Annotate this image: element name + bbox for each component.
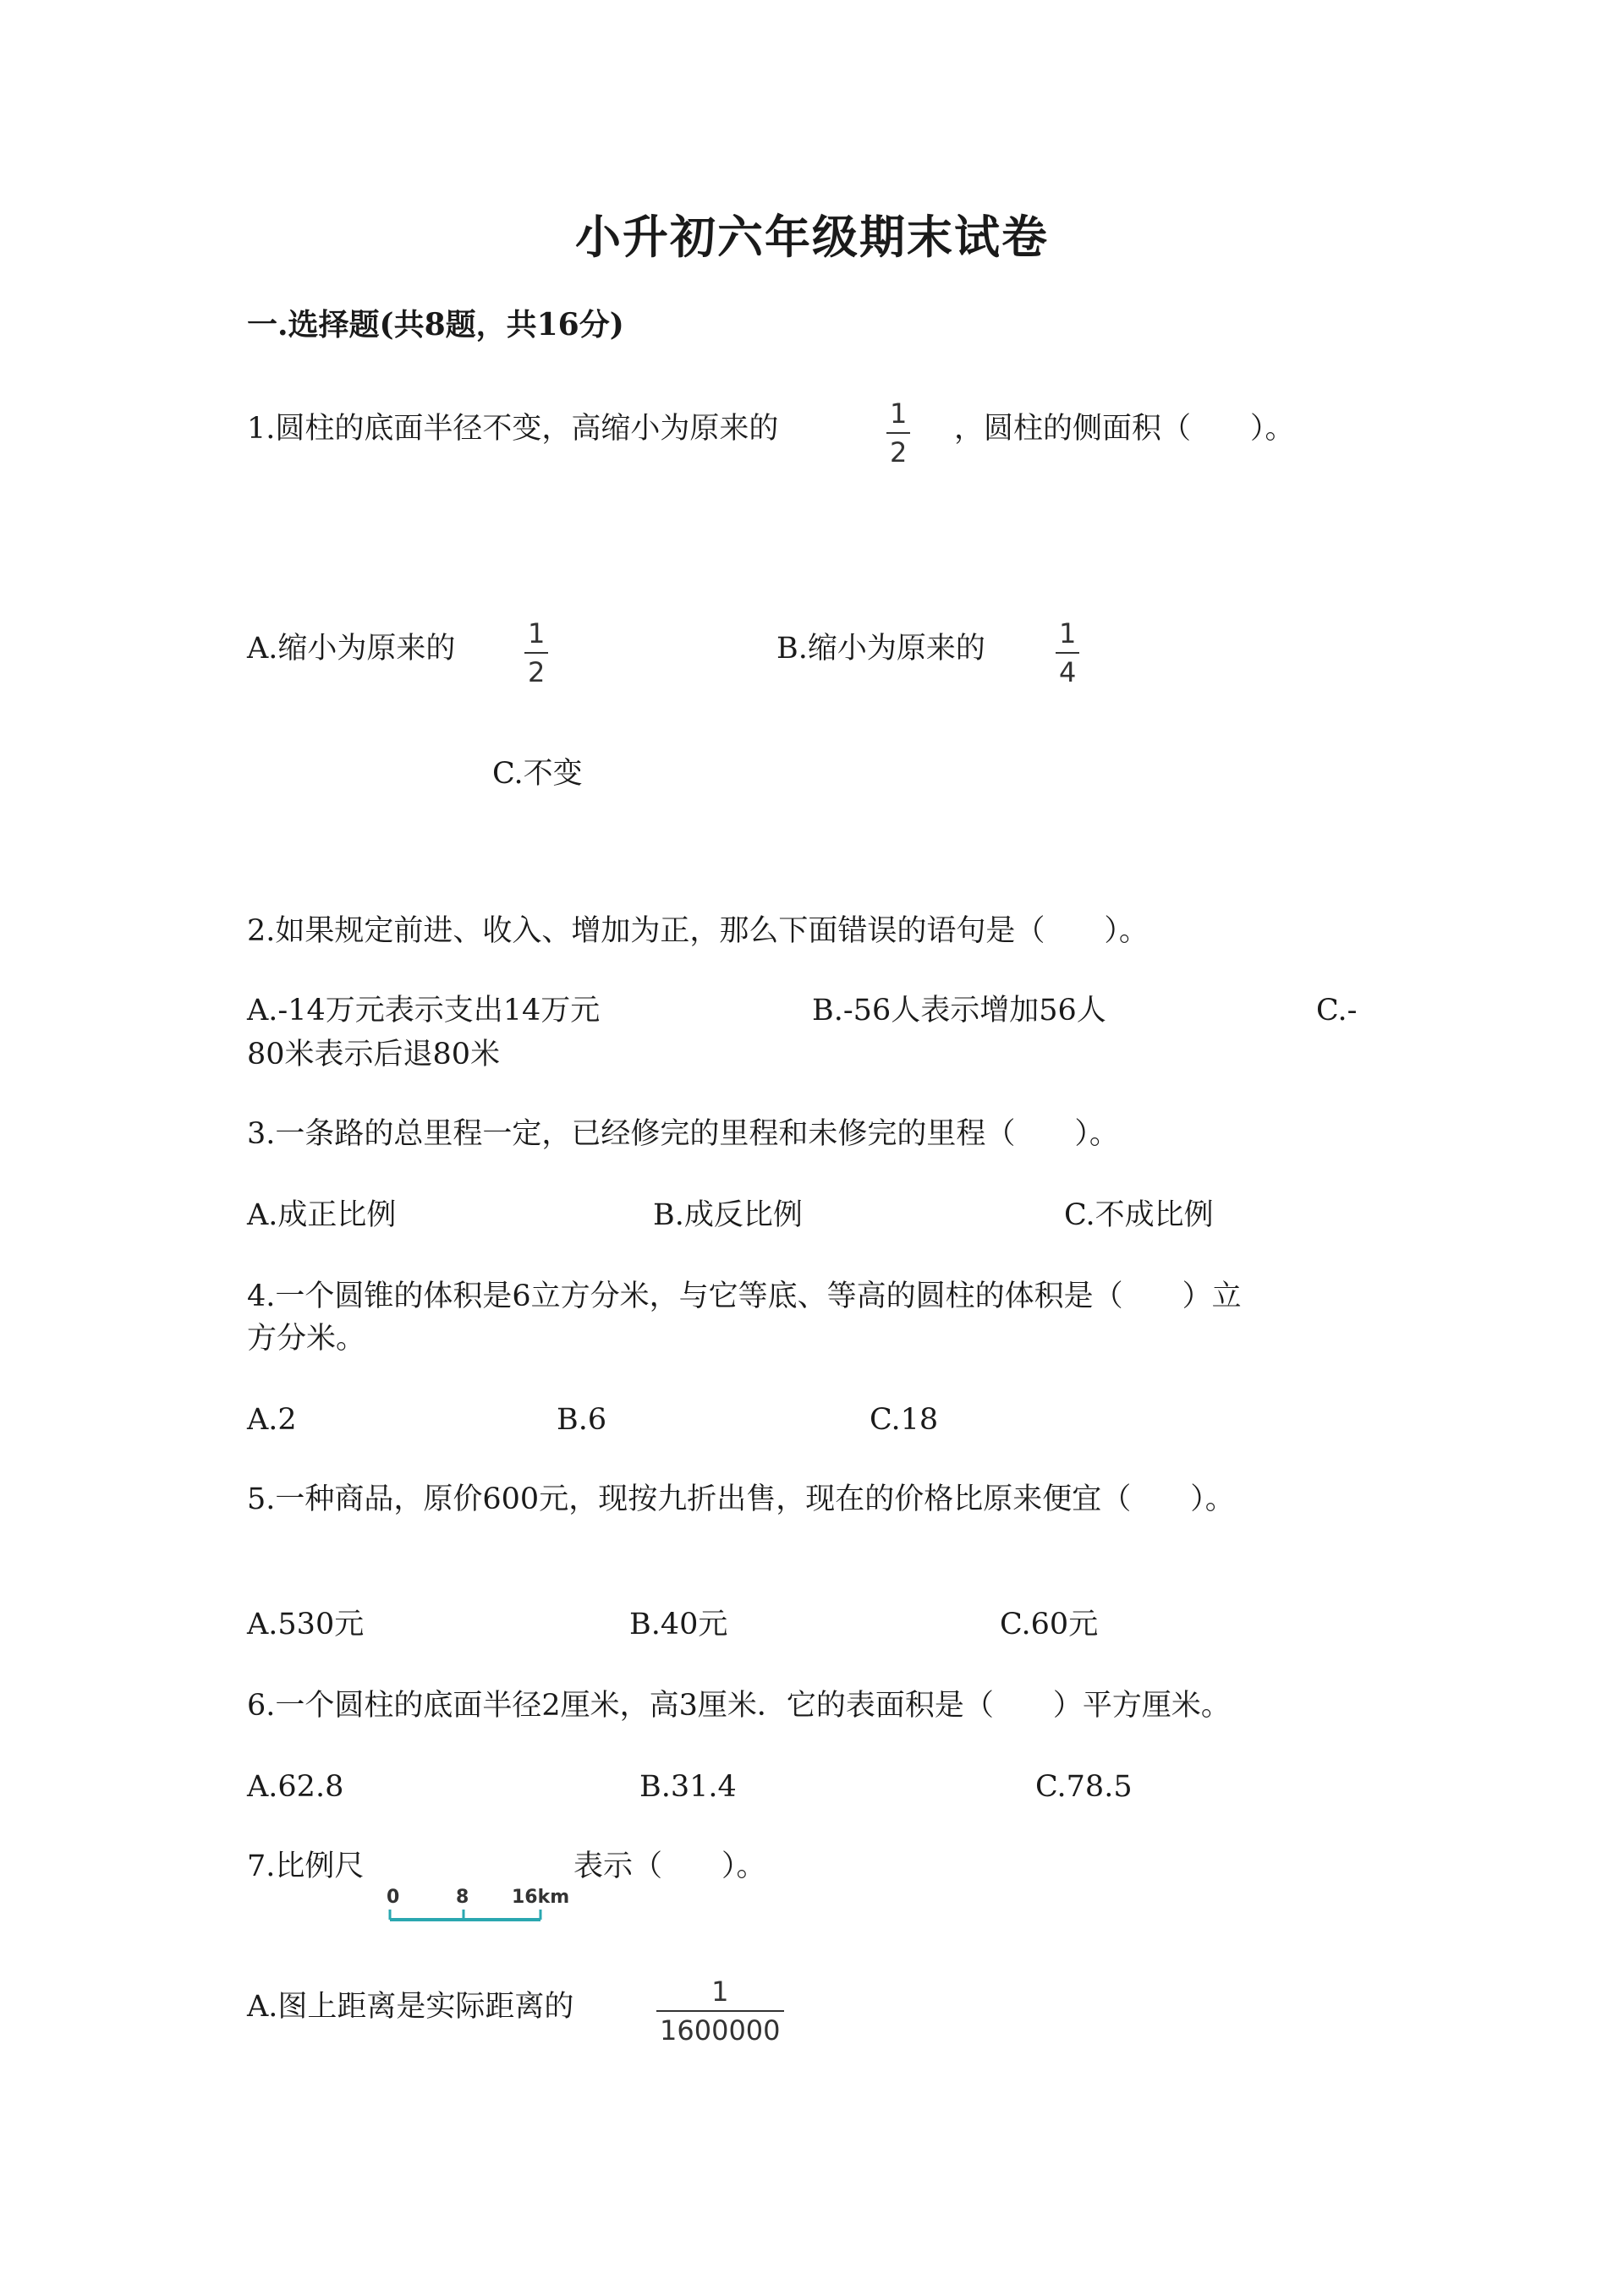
question-6-stem: 6.一个圆柱的底面半径2厘米，高3厘米．它的表面积是（ ）平方厘米。 [247,1689,1231,1723]
section-heading: 一.选择题(共8题，共16分) [247,307,624,342]
scale-bar-graphic [385,1877,579,1928]
fraction-numerator: 1 [1059,617,1077,649]
question-1-stem: 1.圆柱的底面半径不变，高缩小为原来的 [247,412,779,446]
question-4-option-c[interactable]: C.18 [870,1403,939,1437]
question-1-option-c[interactable]: C.不变 [492,757,583,791]
question-3-stem: 3.一条路的总里程一定，已经修完的里程和未修完的里程（ ）。 [247,1117,1119,1151]
question-5-option-b[interactable]: B.40元 [629,1608,728,1641]
question-2-option-c[interactable]: C.- [1316,994,1358,1027]
question-1-fraction [886,397,910,469]
fraction-denominator: 4 [1059,656,1077,688]
scale-label-16km: 16km [512,1887,570,1908]
option-b-fraction [1056,617,1079,688]
fraction-numerator: 1 [890,397,908,430]
question-5-option-c[interactable]: C.60元 [1000,1608,1099,1641]
question-4-option-b[interactable]: B.6 [557,1403,607,1437]
fraction-denominator: 2 [528,656,546,688]
fraction-denominator: 2 [890,436,908,469]
question-2-stem: 2.如果规定前进、收入、增加为正，那么下面错误的语句是（ ）。 [247,914,1149,948]
question-1-option-a[interactable]: A.缩小为原来的 [247,632,456,666]
fraction-bar [886,432,910,434]
question-4-option-a[interactable]: A.2 [247,1403,297,1437]
fraction-numerator: 1 [711,1975,729,2008]
question-2-option-c-cont: 80米表示后退80米 [247,1038,501,1071]
question-6-option-a[interactable]: A.62.8 [247,1770,344,1804]
question-2-option-a[interactable]: A.-14万元表示支出14万元 [247,994,601,1027]
question-3-option-b[interactable]: B.成反比例 [653,1198,803,1232]
question-7-option-a-fraction [656,1975,784,2047]
scale-label-0: 0 [387,1887,400,1908]
fraction-denominator: 1600000 [660,2014,781,2047]
question-1-stem-end: ，圆柱的侧面积（ ）。 [954,412,1295,446]
question-6-option-b[interactable]: B.31.4 [639,1770,737,1804]
question-1-option-b[interactable]: B.缩小为原来的 [776,632,985,666]
question-2-option-b[interactable]: B.-56人表示增加56人 [812,994,1106,1027]
question-7-stem: 7.比例尺 [247,1849,365,1883]
fraction-bar [1056,652,1079,654]
page-title: 小升初六年级期末试卷 [575,210,1049,264]
question-3-option-c[interactable]: C.不成比例 [1064,1198,1214,1232]
question-7-option-a[interactable]: A.图上距离是实际距离的 [247,1990,574,2024]
question-7-stem-end: 表示（ ）。 [573,1849,766,1883]
question-4-stem: 4.一个圆锥的体积是6立方分米，与它等底、等高的圆柱的体积是（ ）立 [247,1280,1242,1313]
fraction-bar [656,2010,784,2012]
question-5-option-a[interactable]: A.530元 [247,1608,365,1641]
option-a-fraction [524,617,548,688]
question-5-stem: 5.一种商品，原价600元，现按九折出售，现在的价格比原来便宜（ ）。 [247,1482,1235,1516]
fraction-bar [524,652,548,654]
scale-label-8: 8 [456,1887,469,1908]
question-4-stem-cont: 方分米。 [247,1322,366,1356]
fraction-numerator: 1 [528,617,546,649]
question-3-option-a[interactable]: A.成正比例 [247,1198,397,1232]
question-6-option-c[interactable]: C.78.5 [1035,1770,1133,1804]
